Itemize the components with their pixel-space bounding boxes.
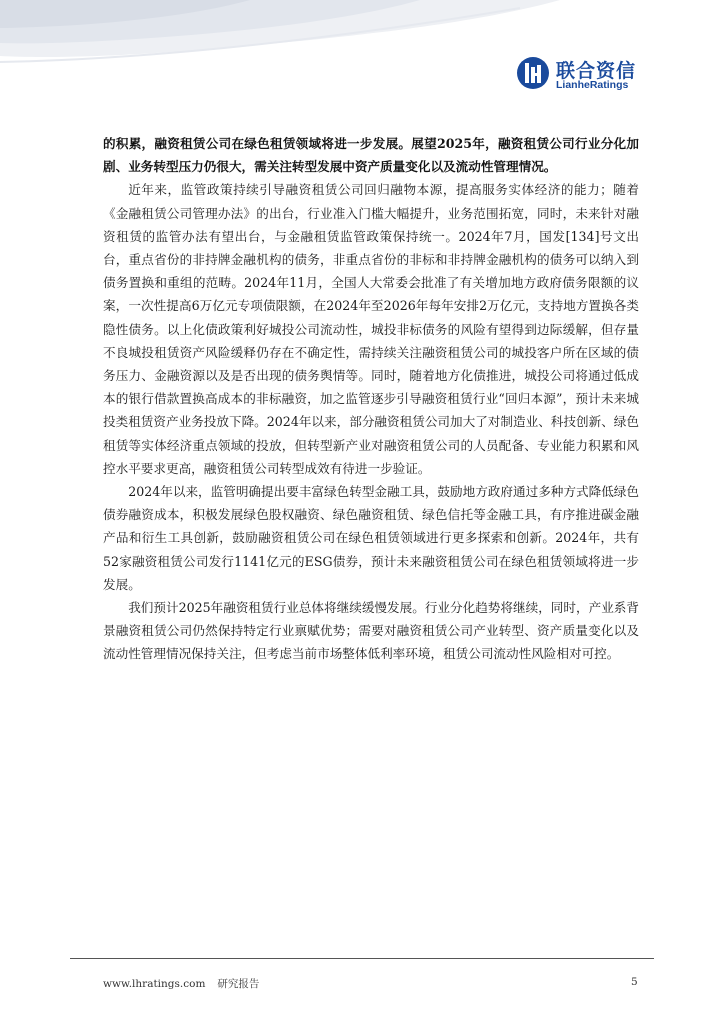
body-paragraph-green-finance: 2024年以来，监管明确提出要丰富绿色转型金融工具，鼓励地方政府通过多种方式降低绿色债券融资成本，积极发展绿色股权融资、绿色融资租赁、绿色信托等金融工具，有序推进碳金融产品和衍生工具创新，鼓励融资租赁公司在绿色租赁领域进行更多探索和创新。2024年，共有52家融资租赁公司发行1141亿元的ESG债券，预计未来融资租赁公司在绿色租赁领域将进一步发展。 xyxy=(103,484,639,592)
summary-bold-paragraph: 的积累，融资租赁公司在绿色租赁领域将进一步发展。展望2025年，融资租赁公司行业分化加剧、业务转型压力仍很大，需关注转型发展中资产质量变化以及流动性管理情况。 xyxy=(103,136,639,175)
page-number: 5 xyxy=(631,976,638,988)
footer-doc-type: 研究报告 xyxy=(217,978,260,990)
company-logo xyxy=(516,56,646,94)
footer-info xyxy=(103,976,259,991)
body-paragraph-regulation: 近年来，监管政策持续引导融资租赁公司回归融物本源，提高服务实体经济的能力；随着《金融租赁公司管理办法》的出台，行业准入门槛大幅提升，业务范围拓宽，同时，未来针对融资租赁的监管办法有望出台，与金融租赁监管政策保持统一。2024年7月，国发[134]号文出台，重点省份的非持牌金融机构的债务，非重点省份的非标和非持牌金融机构的债务可以纳入到债务置换和重组的范畴。2024年11月，全国人大常委会批准了有关增加地方政府债务限额的议案，一次性提高6万亿元专项债限额，在2024年至2026年每年安排2万亿元，支持地方置换各类隐性债务。以上化债政策利好城投公司流动性，城投非标债务的风险有望得到边际缓解，但存量不良城投租赁资产风险缓释仍存在不确定性，需持续关注融资租赁公司的城投客户所在区域的债务压力、金融资源以及是否出现的债务舆情等。同时，随着地方化债推进，城投公司将通过低成本的银行借款置换高成本的非标融资，加之监管逐步引导融资租赁行业“回归本源”，预计未来城投类租赁资产业务投放下降。2024年以来，部分融资租赁公司加大了对制造业、科技创新、绿色租赁等实体经济重点领域的投放，但转型新产业对融资租赁公司的人员配备、专业能力积累和风控水平要求更高，融资租赁公司转型成效有待进一步验证。 xyxy=(103,182,639,476)
logo-english-name: LianheRatings xyxy=(556,79,629,91)
footer-website: www.lhratings.com xyxy=(103,978,206,990)
lianhe-logo-icon xyxy=(516,56,550,90)
footer-divider xyxy=(70,958,654,959)
logo-chinese-name: 联合资信 xyxy=(556,60,637,82)
report-body xyxy=(103,132,639,666)
body-paragraph-outlook: 我们预计2025年融资租赁行业总体将继续缓慢发展。行业分化趋势将继续，同时，产业系背景融资租赁公司仍然保持特定行业禀赋优势；需要对融资租赁公司产业转型、资产质量变化以及流动性管理情况保持关注，但考虑当前市场整体低利率环境，租赁公司流动性风险相对可控。 xyxy=(103,600,639,662)
